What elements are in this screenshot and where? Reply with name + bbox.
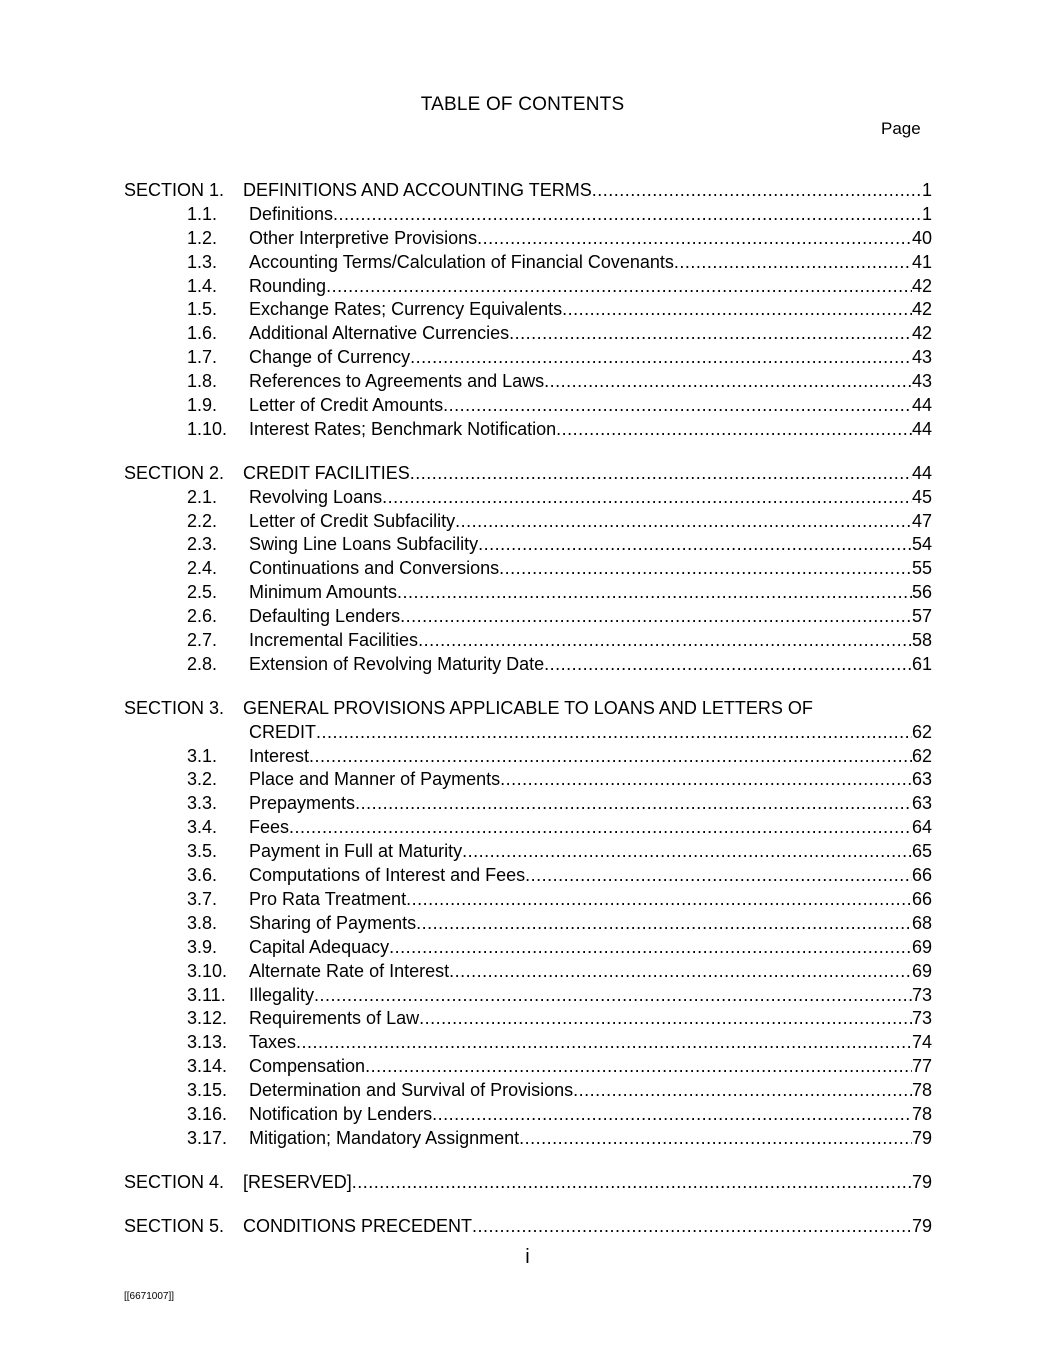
dot-leader bbox=[573, 1078, 912, 1102]
section-title: DEFINITIONS AND ACCOUNTING TERMS bbox=[243, 180, 592, 200]
item-title: Rounding bbox=[249, 275, 327, 296]
item-page-number: 69 bbox=[911, 960, 932, 981]
item-number: 3.2. bbox=[187, 769, 218, 790]
toc-item-row bbox=[124, 911, 932, 935]
toc-item-row bbox=[124, 509, 932, 533]
item-number: 3.11. bbox=[187, 984, 226, 1005]
toc-title: TABLE OF CONTENTS bbox=[420, 94, 625, 115]
toc-section-row bbox=[124, 1170, 932, 1194]
item-title-line bbox=[249, 321, 932, 345]
page-column-label: Page bbox=[881, 119, 921, 138]
item-page-number: 54 bbox=[911, 534, 932, 555]
toc-item-row bbox=[124, 250, 932, 274]
item-page-number: 77 bbox=[911, 1056, 932, 1077]
dot-leader bbox=[314, 983, 912, 1007]
item-number: 2.3. bbox=[187, 534, 218, 555]
toc-item-row bbox=[124, 1006, 932, 1030]
item-title-line bbox=[249, 863, 932, 887]
section-title-line bbox=[243, 1214, 932, 1238]
section-label: SECTION 5. bbox=[124, 1215, 225, 1236]
dot-leader bbox=[472, 1214, 912, 1238]
item-page-number: 62 bbox=[911, 745, 932, 766]
dot-leader bbox=[544, 369, 912, 393]
item-title: Incremental Facilities bbox=[249, 630, 419, 651]
section-page-number: 79 bbox=[911, 1215, 932, 1236]
item-title: Interest bbox=[249, 745, 310, 766]
item-number: 3.8. bbox=[187, 912, 218, 933]
item-title-line bbox=[249, 556, 932, 580]
page-number: i bbox=[525, 1246, 530, 1268]
dot-leader bbox=[443, 393, 912, 417]
dot-leader bbox=[592, 178, 922, 202]
item-number: 3.6. bbox=[187, 865, 218, 886]
toc-item-row bbox=[124, 369, 932, 393]
item-page-number: 44 bbox=[911, 395, 932, 416]
toc-item-row bbox=[124, 767, 932, 791]
item-number: 2.2. bbox=[187, 510, 218, 531]
dot-leader bbox=[525, 863, 912, 887]
toc-item-row bbox=[124, 485, 932, 509]
toc-item-row bbox=[124, 417, 932, 441]
dot-leader bbox=[355, 791, 912, 815]
dot-leader bbox=[455, 509, 912, 533]
item-page-number: 44 bbox=[911, 418, 932, 439]
toc-item-row bbox=[124, 297, 932, 321]
dot-leader bbox=[419, 1006, 912, 1030]
item-page-number: 79 bbox=[911, 1127, 932, 1148]
item-number: 1.6. bbox=[187, 323, 218, 344]
item-page-number: 41 bbox=[911, 251, 932, 272]
table-of-contents bbox=[124, 178, 932, 1238]
item-page-number: 47 bbox=[911, 510, 932, 531]
item-title-line bbox=[249, 815, 932, 839]
item-title-line bbox=[249, 1030, 932, 1054]
item-title-line bbox=[249, 369, 932, 393]
item-number: 2.6. bbox=[187, 606, 218, 627]
dot-leader bbox=[562, 297, 912, 321]
dot-leader bbox=[432, 1102, 912, 1126]
section-page-number: 62 bbox=[911, 721, 932, 742]
dot-leader bbox=[389, 935, 912, 959]
dot-leader bbox=[289, 815, 912, 839]
item-title-line bbox=[249, 580, 932, 604]
item-page-number: 42 bbox=[911, 275, 932, 296]
toc-item-row bbox=[124, 815, 932, 839]
section-title-line bbox=[243, 461, 932, 485]
item-title: Pro Rata Treatment bbox=[249, 888, 407, 909]
toc-item-row bbox=[124, 393, 932, 417]
dot-leader bbox=[544, 652, 912, 676]
toc-item-row bbox=[124, 345, 932, 369]
item-title-line bbox=[249, 345, 932, 369]
item-page-number: 63 bbox=[911, 769, 932, 790]
section-label: SECTION 4. bbox=[124, 1171, 225, 1192]
toc-item-row bbox=[124, 1030, 932, 1054]
toc-item-row bbox=[124, 959, 932, 983]
item-page-number: 66 bbox=[911, 865, 932, 886]
item-title: Defaulting Lenders bbox=[249, 606, 401, 627]
dot-leader bbox=[352, 1170, 912, 1194]
item-number: 2.8. bbox=[187, 653, 218, 674]
dot-leader bbox=[410, 345, 912, 369]
toc-item-row bbox=[124, 321, 932, 345]
section-title: CREDIT FACILITIES bbox=[243, 462, 410, 483]
item-title: Prepayments bbox=[249, 793, 356, 814]
item-title: Compensation bbox=[249, 1056, 366, 1077]
item-number: 3.17. bbox=[187, 1127, 228, 1148]
toc-item-row bbox=[124, 839, 932, 863]
item-title: Payment in Full at Maturity bbox=[249, 841, 463, 862]
item-title: Sharing of Payments bbox=[249, 912, 417, 933]
item-number: 1.7. bbox=[187, 347, 218, 368]
dot-leader bbox=[326, 274, 912, 298]
item-number: 3.14. bbox=[187, 1056, 228, 1077]
item-number: 3.12. bbox=[187, 1008, 228, 1029]
item-title-line bbox=[249, 791, 932, 815]
toc-item-row bbox=[124, 863, 932, 887]
dot-leader bbox=[416, 911, 912, 935]
section-title: GENERAL PROVISIONS APPLICABLE TO LOANS AND LETTERS OF bbox=[243, 697, 813, 718]
item-title-line bbox=[249, 1078, 932, 1102]
toc-item-row bbox=[124, 226, 932, 250]
item-page-number: 56 bbox=[911, 582, 932, 603]
item-title-line bbox=[249, 202, 932, 226]
toc-section-row-continued bbox=[124, 720, 932, 744]
toc-item-row bbox=[124, 744, 932, 768]
dot-leader bbox=[509, 321, 912, 345]
toc-item-row bbox=[124, 1126, 932, 1150]
dot-leader bbox=[500, 767, 912, 791]
item-title-line bbox=[249, 935, 932, 959]
dot-leader bbox=[478, 532, 912, 556]
toc-section-row bbox=[124, 1214, 932, 1238]
section-title-line bbox=[249, 720, 932, 744]
item-number: 1.2. bbox=[187, 227, 218, 248]
section-title: [RESERVED] bbox=[243, 1171, 352, 1192]
dot-leader bbox=[418, 628, 912, 652]
item-page-number: 42 bbox=[911, 323, 932, 344]
item-title: Other Interpretive Provisions bbox=[249, 227, 478, 248]
item-page-number: 55 bbox=[911, 558, 932, 579]
item-number: 3.5. bbox=[187, 841, 218, 862]
item-number: 1.4. bbox=[187, 275, 218, 296]
item-number: 2.4. bbox=[187, 558, 218, 579]
item-page-number: 66 bbox=[911, 888, 932, 909]
toc-item-row bbox=[124, 887, 932, 911]
item-title-line bbox=[249, 983, 932, 1007]
item-number: 2.5. bbox=[187, 582, 218, 603]
toc-item-row bbox=[124, 274, 932, 298]
dot-leader bbox=[365, 1054, 912, 1078]
item-title-line bbox=[249, 532, 932, 556]
item-title: Place and Manner of Payments bbox=[249, 769, 501, 790]
toc-section-row bbox=[124, 178, 932, 202]
dot-leader bbox=[333, 202, 922, 226]
dot-leader bbox=[316, 720, 912, 744]
section-page-number: 1 bbox=[921, 180, 932, 200]
item-title-line bbox=[249, 652, 932, 676]
item-title-line bbox=[249, 274, 932, 298]
toc-item-row bbox=[124, 1102, 932, 1126]
item-title-line bbox=[249, 509, 932, 533]
item-title: Notification by Lenders bbox=[249, 1103, 433, 1124]
item-number: 3.10. bbox=[187, 960, 228, 981]
item-title-line bbox=[249, 887, 932, 911]
dot-leader bbox=[309, 744, 912, 768]
item-title: Determination and Survival of Provisions bbox=[249, 1080, 574, 1101]
toc-item-row bbox=[124, 556, 932, 580]
section-label: SECTION 2. bbox=[124, 462, 225, 483]
item-page-number: 43 bbox=[911, 347, 932, 368]
item-number: 1.9. bbox=[187, 395, 218, 416]
item-number: 3.1. bbox=[187, 745, 218, 766]
item-number: 3.15. bbox=[187, 1080, 228, 1101]
item-title: Alternate Rate of Interest bbox=[249, 960, 450, 981]
item-title: Capital Adequacy bbox=[249, 936, 390, 957]
item-page-number: 64 bbox=[911, 817, 932, 838]
dot-leader bbox=[462, 839, 912, 863]
item-title: Letter of Credit Subfacility bbox=[249, 510, 456, 531]
dot-leader bbox=[477, 226, 912, 250]
item-number: 2.1. bbox=[187, 486, 218, 507]
item-page-number: 78 bbox=[911, 1080, 932, 1101]
dot-leader bbox=[556, 417, 912, 441]
section-title-line bbox=[243, 1170, 932, 1194]
item-title: Definitions bbox=[249, 203, 334, 224]
dot-leader bbox=[519, 1126, 912, 1150]
toc-item-row bbox=[124, 935, 932, 959]
dot-leader bbox=[499, 556, 912, 580]
item-number: 3.7. bbox=[187, 888, 218, 909]
dot-leader bbox=[400, 604, 912, 628]
dot-leader bbox=[382, 485, 912, 509]
dot-leader bbox=[449, 959, 912, 983]
toc-item-row bbox=[124, 202, 932, 226]
section-title-line bbox=[243, 178, 932, 202]
item-title: Mitigation; Mandatory Assignment bbox=[249, 1127, 520, 1148]
item-title-line bbox=[249, 485, 932, 509]
toc-item-row bbox=[124, 532, 932, 556]
item-page-number: 42 bbox=[911, 299, 932, 320]
item-page-number: 73 bbox=[911, 1008, 932, 1029]
item-title: Illegality bbox=[249, 984, 315, 1005]
toc-item-row bbox=[124, 1054, 932, 1078]
item-title-line bbox=[249, 1054, 932, 1078]
item-title-line bbox=[249, 628, 932, 652]
section-title: CREDIT bbox=[249, 721, 316, 742]
item-title: Accounting Terms/Calculation of Financial Covenants bbox=[249, 251, 674, 272]
item-page-number: 57 bbox=[911, 606, 932, 627]
item-title-line bbox=[249, 393, 932, 417]
dot-leader bbox=[406, 887, 912, 911]
dot-leader bbox=[410, 461, 912, 485]
item-title: Swing Line Loans Subfacility bbox=[249, 534, 479, 555]
item-number: 1.3. bbox=[187, 251, 218, 272]
dot-leader bbox=[674, 250, 912, 274]
item-title: Taxes bbox=[249, 1032, 297, 1053]
toc-item-row bbox=[124, 604, 932, 628]
item-title-line bbox=[249, 959, 932, 983]
section-label: SECTION 3. bbox=[124, 697, 225, 718]
item-title: Extension of Revolving Maturity Date bbox=[249, 653, 545, 674]
item-title: Additional Alternative Currencies bbox=[249, 323, 510, 344]
item-number: 1.10. bbox=[187, 418, 228, 439]
item-title: References to Agreements and Laws bbox=[249, 371, 545, 392]
item-page-number: 45 bbox=[911, 486, 932, 507]
item-title: Computations of Interest and Fees bbox=[249, 865, 526, 886]
item-title-line bbox=[249, 250, 932, 274]
item-title: Letter of Credit Amounts bbox=[249, 395, 444, 416]
section-page-number: 79 bbox=[911, 1171, 932, 1192]
toc-item-row bbox=[124, 983, 932, 1007]
item-number: 1.5. bbox=[187, 299, 218, 320]
item-page-number: 61 bbox=[911, 653, 932, 674]
item-page-number: 43 bbox=[911, 371, 932, 392]
item-number: 1.1. bbox=[187, 203, 218, 224]
item-title-line bbox=[249, 839, 932, 863]
item-title-line bbox=[249, 1126, 932, 1150]
item-title: Continuations and Conversions bbox=[249, 558, 500, 579]
toc-item-row bbox=[124, 791, 932, 815]
item-page-number: 1 bbox=[921, 203, 932, 224]
item-page-number: 74 bbox=[911, 1032, 932, 1053]
item-page-number: 78 bbox=[911, 1103, 932, 1124]
toc-section-row bbox=[124, 461, 932, 485]
item-number: 3.3. bbox=[187, 793, 218, 814]
item-page-number: 63 bbox=[911, 793, 932, 814]
item-number: 3.9. bbox=[187, 936, 218, 957]
item-number: 2.7. bbox=[187, 630, 218, 651]
item-title-line bbox=[249, 744, 932, 768]
item-page-number: 73 bbox=[911, 984, 932, 1005]
item-title-line bbox=[249, 226, 932, 250]
item-number: 3.13. bbox=[187, 1032, 228, 1053]
item-title-line bbox=[249, 604, 932, 628]
item-page-number: 68 bbox=[911, 912, 932, 933]
section-page-number: 44 bbox=[911, 462, 932, 483]
item-page-number: 69 bbox=[911, 936, 932, 957]
section-title: CONDITIONS PRECEDENT bbox=[243, 1215, 473, 1236]
item-page-number: 40 bbox=[911, 227, 932, 248]
item-number: 3.16. bbox=[187, 1103, 228, 1124]
item-title-line bbox=[249, 767, 932, 791]
item-title-line bbox=[249, 417, 932, 441]
item-title: Minimum Amounts bbox=[249, 582, 398, 603]
toc-item-row bbox=[124, 1078, 932, 1102]
item-title-line bbox=[249, 911, 932, 935]
item-title: Requirements of Law bbox=[249, 1008, 420, 1029]
item-number: 3.4. bbox=[187, 817, 218, 838]
toc-item-row bbox=[124, 652, 932, 676]
document-id: [[6671007]] bbox=[124, 1291, 175, 1302]
item-title: Interest Rates; Benchmark Notification bbox=[249, 418, 557, 439]
item-title: Exchange Rates; Currency Equivalents bbox=[249, 299, 563, 320]
section-label: SECTION 1. bbox=[124, 180, 225, 200]
item-title: Revolving Loans bbox=[249, 486, 383, 507]
item-title: Change of Currency bbox=[249, 347, 411, 368]
toc-item-row bbox=[124, 580, 932, 604]
dot-leader bbox=[397, 580, 912, 604]
toc-section-row bbox=[124, 696, 932, 720]
dot-leader bbox=[296, 1030, 912, 1054]
item-number: 1.8. bbox=[187, 371, 218, 392]
item-page-number: 65 bbox=[911, 841, 932, 862]
item-title-line bbox=[249, 297, 932, 321]
item-title-line bbox=[249, 1006, 932, 1030]
item-title-line bbox=[249, 1102, 932, 1126]
item-title: Fees bbox=[249, 817, 290, 838]
item-page-number: 58 bbox=[911, 630, 932, 651]
toc-item-row bbox=[124, 628, 932, 652]
